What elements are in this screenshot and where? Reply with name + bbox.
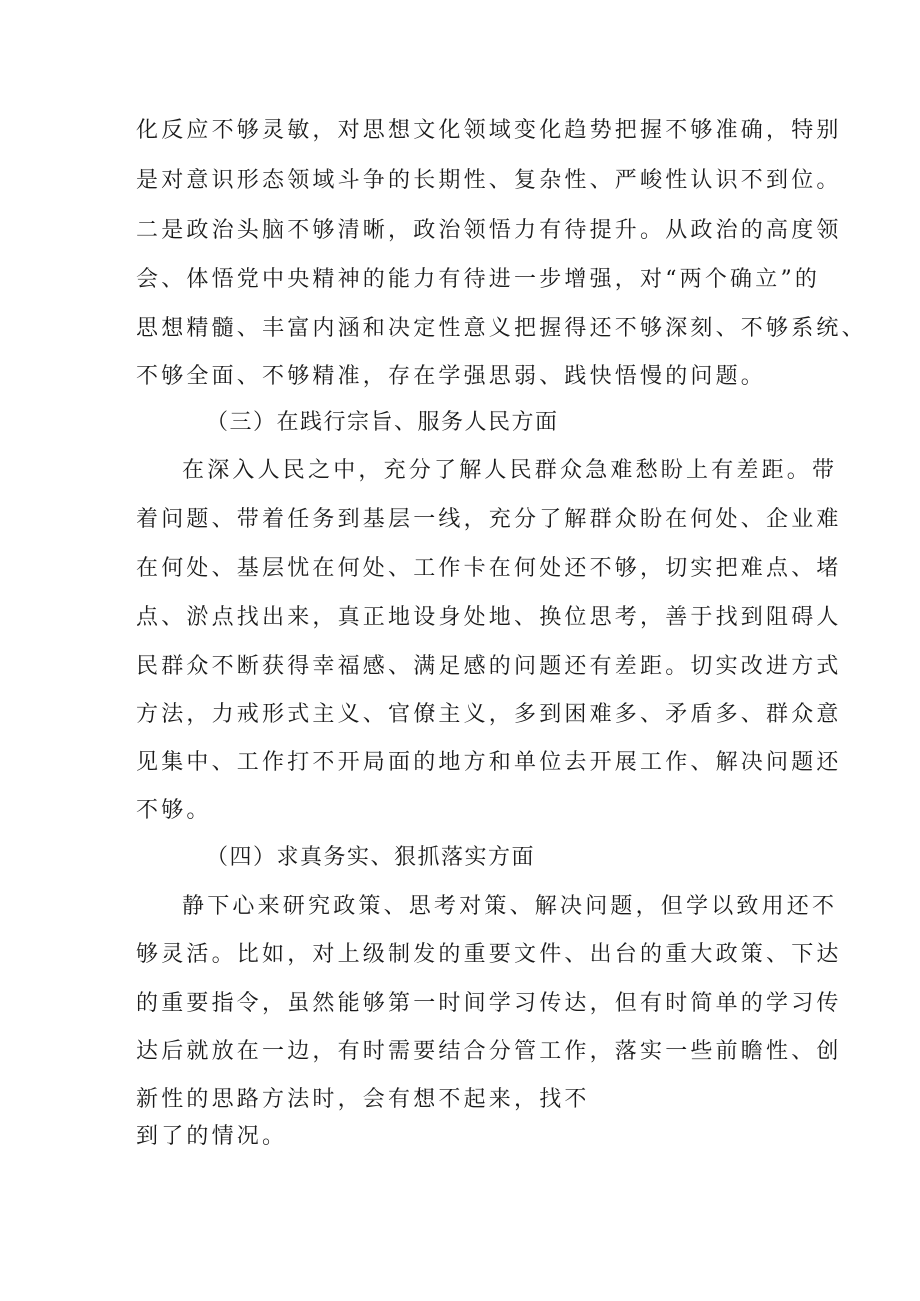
- paragraph-line: 见集中、工作打不开局面的地方和单位去开展工作、解决问题还: [136, 750, 842, 775]
- paragraph-line: 在何处、基层忧在何处、工作卡在何处还不够，切实把难点、堵: [136, 556, 842, 581]
- section-heading: （四）求真务实、狠抓落实方面: [206, 845, 536, 870]
- paragraph-line: 思想精髓、丰富内涵和决定性意义把握得还不够深刻、不够系统、: [136, 316, 867, 341]
- paragraph-line: 是对意识形态领域斗争的长期性、复杂性、严峻性认识不到位。: [136, 168, 842, 193]
- paragraph-line: 着问题、带着任务到基层一线，充分了解群众盼在何处、企业难: [136, 507, 842, 532]
- paragraph-line: 方法，力戒形式主义、官僚主义，多到困难多、矛盾多、群众意: [136, 702, 842, 727]
- paragraph-line: 到了的情况。: [136, 1124, 288, 1149]
- paragraph-line: 不够。: [136, 798, 212, 823]
- paragraph-line: 达后就放在一边，有时需要结合分管工作，落实一些前瞻性、创: [136, 1039, 842, 1064]
- paragraph-line: 二是政治头脑不够清晰，政治领悟力有待提升。从政治的高度领: [136, 218, 842, 243]
- paragraph-line: 点、淤点找出来，真正地设身处地、换位思考，善于找到阻碍人: [136, 605, 842, 630]
- paragraph-line: 在深入人民之中，充分了解人民群众急难愁盼上有差距。带: [182, 458, 838, 483]
- paragraph-line: 新性的思路方法时，会有想不起来，找不: [136, 1087, 590, 1112]
- section-heading: （三）在践行宗旨、服务人民方面: [206, 410, 559, 435]
- paragraph-line: 的重要指令，虽然能够第一时间学习传达，但有时简单的学习传: [136, 991, 842, 1016]
- paragraph-line: 民群众不断获得幸福感、满足感的问题还有差距。切实改进方式: [136, 654, 842, 679]
- paragraph-line: 不够全面、不够精准，存在学强思弱、践快悟慢的问题。: [136, 364, 767, 389]
- paragraph-line: 化反应不够灵敏，对思想文化领域变化趋势把握不够准确，特别: [136, 118, 842, 143]
- paragraph-line: 会、体悟党中央精神的能力有待进一步增强，对“两个确立”的: [136, 267, 821, 292]
- paragraph-line: 够灵活。比如，对上级制发的重要文件、出台的重大政策、下达: [136, 942, 842, 967]
- paragraph-line: 静下心来研究政策、思考对策、解决问题，但学以致用还不: [182, 894, 838, 919]
